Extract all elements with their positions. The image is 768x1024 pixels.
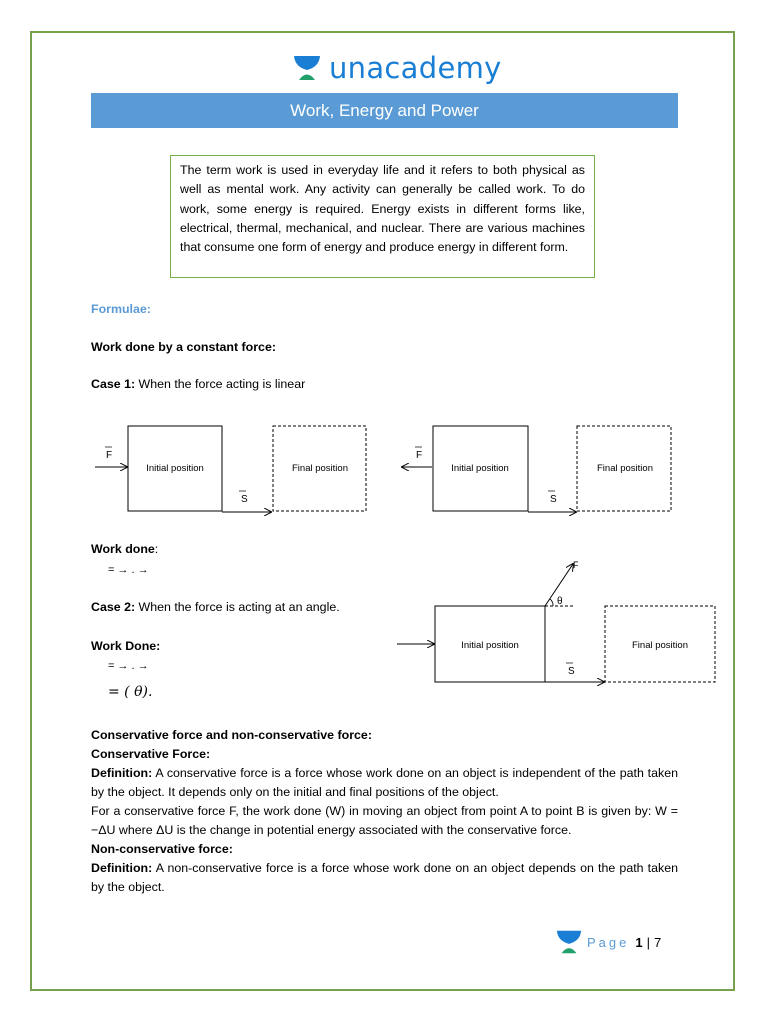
displacement-label-3: S (568, 666, 575, 677)
work-done-1-formula: = → . → (108, 564, 149, 576)
displacement-label-2: S (550, 494, 557, 505)
intro-box: The term work is used in everyday life and it refers to both physical as well as mental work. Any activity can generally be called work. To do work, some energy is required. Energy exists in different forms like, electrical, thermal, mechanical, and nuclear. There are various machines that consume one form of energy and produce energy in different form. (170, 155, 595, 278)
page-footer (555, 928, 661, 956)
case2-text: When the force is acting at an angle. (135, 600, 340, 614)
case1-line (91, 375, 305, 393)
formulae-heading: Formulae: (91, 302, 151, 316)
case1-label: Case 1: (91, 377, 136, 391)
conservative-heading: Conservative force and non-conservative force: (91, 728, 372, 742)
case2-line (91, 598, 340, 616)
unacademy-logo-icon (293, 53, 321, 83)
case2-label: Case 2: (91, 600, 136, 614)
work-done-2-label: Work Done: (91, 639, 161, 653)
work-done-1-label: Work done (91, 542, 155, 556)
page-title: Work, Energy and Power (91, 93, 678, 128)
brand-name: unacademy (329, 51, 502, 85)
conservative-formula-text: For a conservative force F, the work done (W) in moving an object from point A to point B is given by: W = −ΔU where ΔU is the change in potential energy associated with the conservative force. (91, 804, 678, 837)
theta-label: θ (557, 596, 563, 607)
case2-diagram (395, 558, 720, 688)
angled-force-label: F (573, 560, 579, 570)
work-done-1-colon: : (154, 542, 159, 556)
force-label-2: F (416, 450, 423, 461)
conservative-section (91, 726, 678, 897)
initial-label: Initial position (146, 463, 204, 474)
final-label-3: Final position (632, 640, 688, 651)
work-done-2-formula2: = ( θ). (108, 684, 153, 700)
nonconservative-sub: Non-conservative force: (91, 842, 233, 856)
page-separator: | (646, 934, 650, 950)
unacademy-footer-icon (555, 928, 583, 956)
force-label: F (106, 450, 113, 461)
constant-force-heading: Work done by a constant force: (91, 340, 276, 354)
page-total: 7 (654, 934, 662, 950)
nonconservative-def-text: A non-conservative force is a force whose work done on an object depends on the path taken by the object. (91, 861, 678, 894)
work-done-1-label-line (91, 540, 158, 558)
page-number: 1 (635, 934, 643, 950)
initial-label-3: Initial position (461, 640, 519, 651)
work-done-2-formula1: = → . → (108, 660, 149, 672)
page-word: Page (587, 934, 630, 950)
conservative-def-label: Definition: (91, 766, 153, 780)
conservative-def-text: A conservative force is a force whose work done on an object is independent of the path taken by the object. It depends only on the initial and final positions of the object. (91, 766, 678, 799)
conservative-definition (91, 764, 678, 802)
final-label-2: Final position (597, 463, 653, 474)
case1-diagram (90, 420, 680, 520)
initial-label-2: Initial position (451, 463, 509, 474)
nonconservative-definition (91, 859, 678, 897)
nonconservative-def-label: Definition: (91, 861, 153, 875)
conservative-sub: Conservative Force: (91, 747, 211, 761)
displacement-label: S (241, 494, 248, 505)
final-label: Final position (292, 463, 348, 474)
case1-text: When the force acting is linear (135, 377, 306, 391)
brand-logo (293, 50, 502, 86)
